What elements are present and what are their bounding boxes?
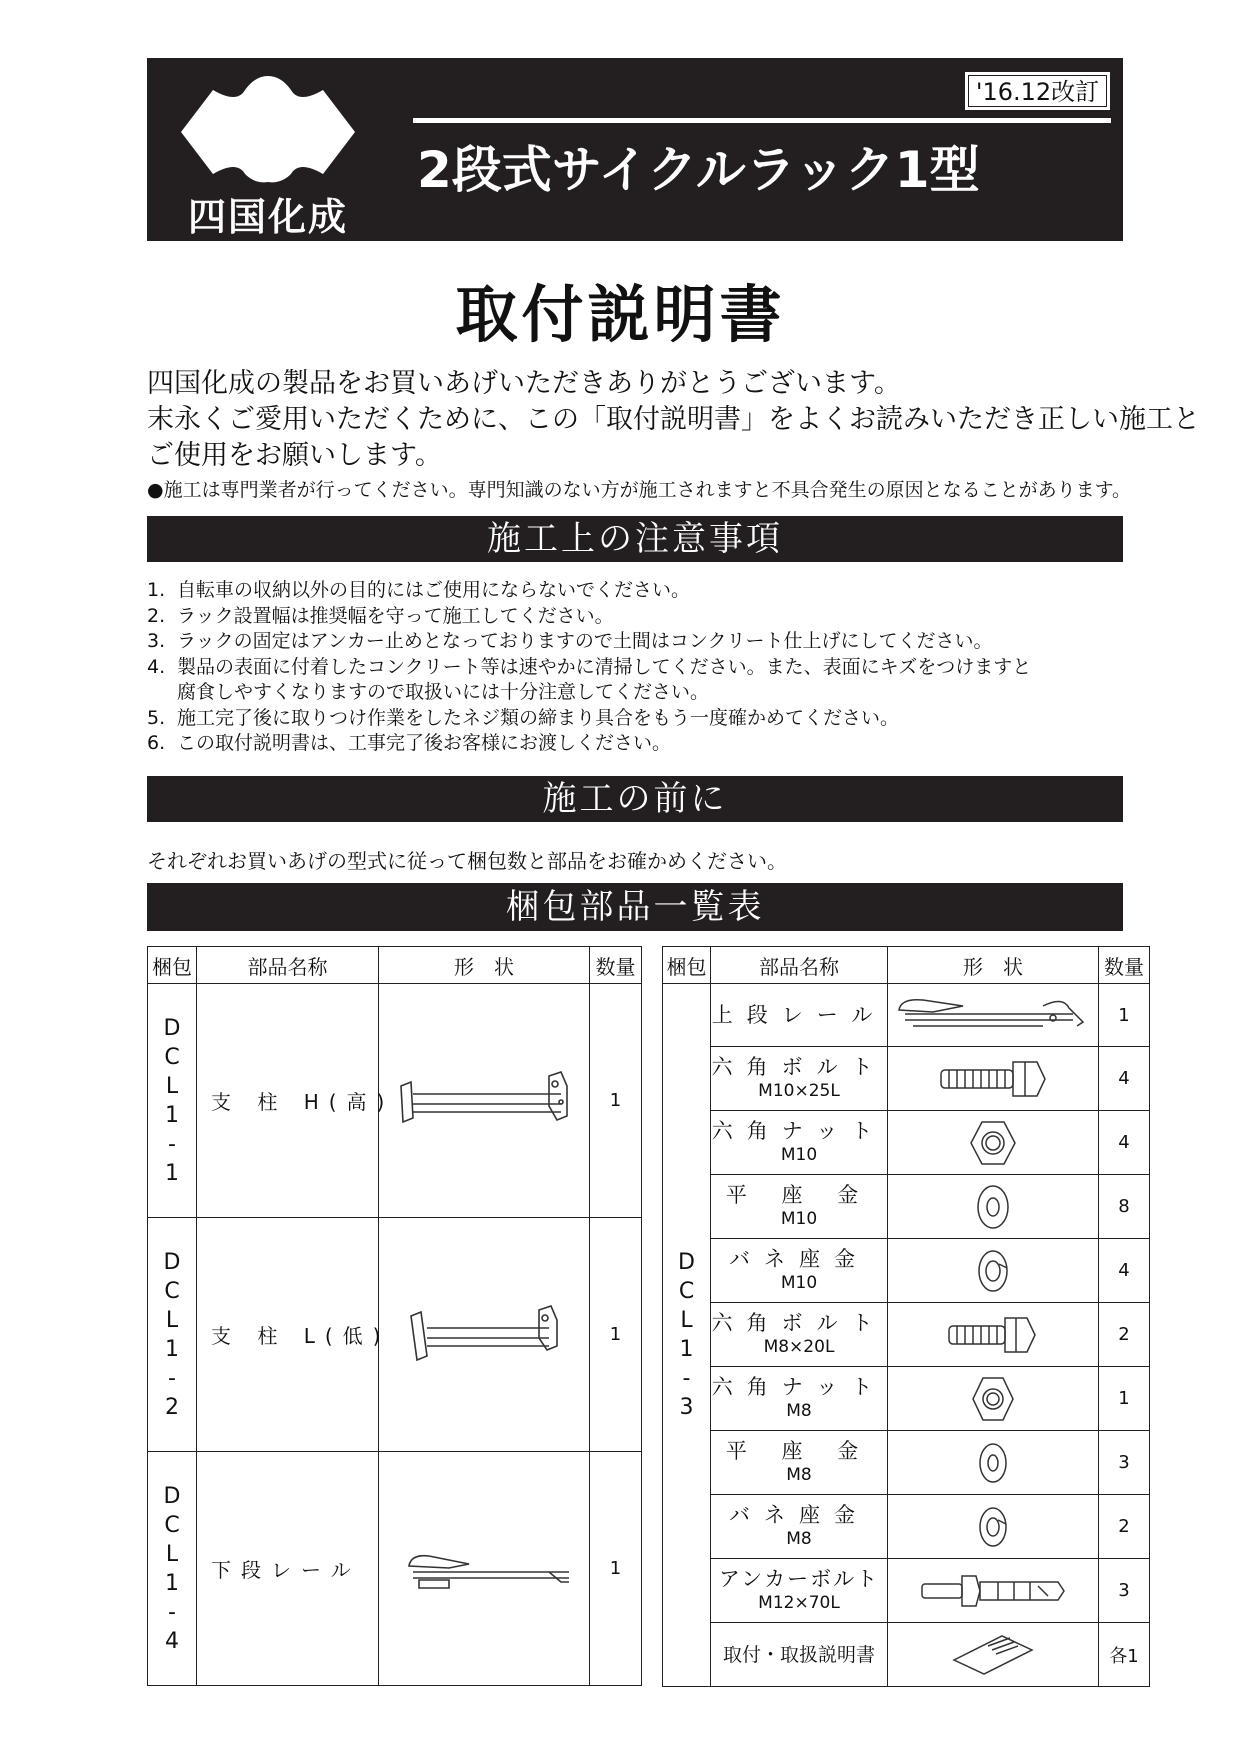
quantity: 2 (1099, 1303, 1150, 1367)
flat-washer-icon (973, 1438, 1013, 1488)
before-installation-text: それぞれお買いあげの型式に従って梱包数と部品をお確かめください。 (147, 849, 787, 873)
header-banner (147, 58, 1123, 241)
part-name: 取付・取扱説明書 (711, 1623, 888, 1687)
part-name: 六角ボルト M10×25L (711, 1047, 888, 1111)
part-name: 六角ボルト M8×20L (711, 1303, 888, 1367)
precaution-item: 1. 自転車の収納以外の目的にはご使用にならないでください。 (147, 579, 691, 601)
part-name: バネ座金 M8 (711, 1495, 888, 1559)
hex-nut-icon (970, 1374, 1016, 1424)
table-row (663, 1559, 1150, 1623)
part-name: 支 柱 L(低) (197, 1218, 379, 1452)
shape-cell (379, 984, 590, 1218)
header-shape: 形 状 (888, 947, 1099, 984)
part-name: 支 柱 H(高) (197, 984, 379, 1218)
shape-cell (888, 1303, 1099, 1367)
shape-cell (888, 1495, 1099, 1559)
table-row (663, 1175, 1150, 1239)
shape-cell (379, 1218, 590, 1452)
intro-note: ●施工は専門業者が行ってください。専門知識のない方が施工されますと不具合発生の原因となることがあります。 (147, 479, 1132, 501)
quantity: 3 (1099, 1431, 1150, 1495)
shape-cell (888, 1559, 1099, 1623)
product-title: 2段式サイクルラック1型 (417, 141, 980, 199)
quantity: 1 (590, 984, 642, 1218)
header-divider (413, 118, 1111, 123)
quantity: 1 (1099, 984, 1150, 1047)
table-row (663, 1431, 1150, 1495)
flat-washer-icon (973, 1182, 1013, 1232)
table-row (663, 1367, 1150, 1431)
table-row (663, 1239, 1150, 1303)
shape-cell (379, 1452, 590, 1686)
post-high-icon (389, 1066, 579, 1136)
quantity: 1 (590, 1452, 642, 1686)
header-package: 梱包 (148, 947, 197, 984)
part-name: 上段レール (711, 984, 888, 1047)
package-code: D C L 1 - 2 (148, 1218, 197, 1452)
precaution-item: 腐食しやすくなりますので取扱いには十分注意してください。 (177, 681, 710, 703)
quantity: 4 (1099, 1047, 1150, 1111)
precaution-item: 4. 製品の表面に付着したコンクリート等は速やかに清掃してください。また、表面にキズをつけますと (147, 655, 1032, 678)
intro-line-2: 末永くご愛用いただくために、この「取付説明書」をよくお読みいただき正しい施工と (147, 404, 1200, 435)
quantity: 2 (1099, 1495, 1150, 1559)
table-row (663, 1111, 1150, 1175)
lower-rail-icon (389, 1544, 579, 1594)
quantity: 1 (590, 1218, 642, 1452)
shape-cell (888, 1431, 1099, 1495)
precautions-list (147, 578, 1127, 757)
shape-cell (888, 984, 1099, 1047)
section-parts-list: 梱包部品一覧表 (147, 883, 1123, 931)
upper-rail-icon (893, 992, 1093, 1038)
manual-icon (948, 1630, 1038, 1680)
part-name: 平 座 金 M10 (711, 1175, 888, 1239)
quantity: 各1 (1099, 1623, 1150, 1687)
quantity: 4 (1099, 1239, 1150, 1303)
parts-table-right (662, 946, 1150, 1687)
part-name: バネ座金 M10 (711, 1239, 888, 1303)
quantity: 4 (1099, 1111, 1150, 1175)
table-header-row (148, 947, 642, 984)
section-before-installation: 施工の前に (147, 776, 1123, 822)
logo-text: 四国化成 (187, 195, 348, 239)
anchor-bolt-icon (918, 1568, 1068, 1614)
package-code: D C L 1 - 4 (148, 1452, 197, 1686)
shape-cell (888, 1623, 1099, 1687)
intro-line-1: 四国化成の製品をお買いあげいただきありがとうございます。 (147, 368, 901, 399)
spring-washer-icon (973, 1502, 1013, 1552)
table-row (663, 984, 1150, 1047)
hex-bolt-icon (943, 1312, 1043, 1358)
hex-nut-icon (968, 1118, 1018, 1168)
quantity: 3 (1099, 1559, 1150, 1623)
table-row (663, 1495, 1150, 1559)
document-title: 取付説明書 (455, 278, 786, 351)
revision-label: '16.12改訂 (965, 72, 1110, 110)
hex-bolt-icon (933, 1056, 1053, 1102)
shape-cell (888, 1111, 1099, 1175)
header-part-name: 部品名称 (197, 947, 379, 984)
part-name: 平 座 金 M8 (711, 1431, 888, 1495)
shape-cell (888, 1367, 1099, 1431)
quantity: 1 (1099, 1367, 1150, 1431)
table-row (148, 1452, 642, 1686)
part-name: アンカーボルト M12×70L (711, 1559, 888, 1623)
intro-line-3: ご使用をお願いします。 (147, 440, 442, 471)
header-quantity: 数量 (590, 947, 642, 984)
precaution-item: 2. ラック設置幅は推奨幅を守って施工してください。 (147, 604, 614, 627)
logo-mark-icon (175, 74, 361, 184)
package-code: D C L 1 - 3 (663, 984, 711, 1687)
precaution-item: 6. この取付説明書は、工事完了後お客様にお渡しください。 (147, 732, 672, 754)
shape-cell (888, 1047, 1099, 1111)
precaution-item: 3. ラックの固定はアンカー止めとなっておりますので土間はコンクリート仕上げにしてください。 (147, 630, 993, 652)
parts-table-left (147, 946, 642, 1686)
shape-cell (888, 1239, 1099, 1303)
precaution-item: 5. 施工完了後に取りつけ作業をしたネジ類の締まり具合をもう一度確かめてください。 (147, 706, 900, 729)
header-part-name: 部品名称 (711, 947, 888, 984)
header-package: 梱包 (663, 947, 711, 984)
part-name: 六角ナット M8 (711, 1367, 888, 1431)
header-shape: 形 状 (379, 947, 590, 984)
table-row (663, 1303, 1150, 1367)
part-name: 六角ナット M10 (711, 1111, 888, 1175)
header-quantity: 数量 (1099, 947, 1150, 984)
intro-text (147, 366, 1200, 504)
table-header-row (663, 947, 1150, 984)
spring-washer-icon (973, 1246, 1013, 1296)
table-row (663, 1623, 1150, 1687)
table-row (663, 1047, 1150, 1111)
post-low-icon (399, 1300, 569, 1370)
table-row (148, 984, 642, 1218)
part-name: 下段レール (197, 1452, 379, 1686)
table-row (148, 1218, 642, 1452)
section-precautions: 施工上の注意事項 (147, 516, 1123, 562)
shape-cell (888, 1175, 1099, 1239)
quantity: 8 (1099, 1175, 1150, 1239)
package-code: D C L 1 - 1 (148, 984, 197, 1218)
company-logo (175, 74, 361, 239)
